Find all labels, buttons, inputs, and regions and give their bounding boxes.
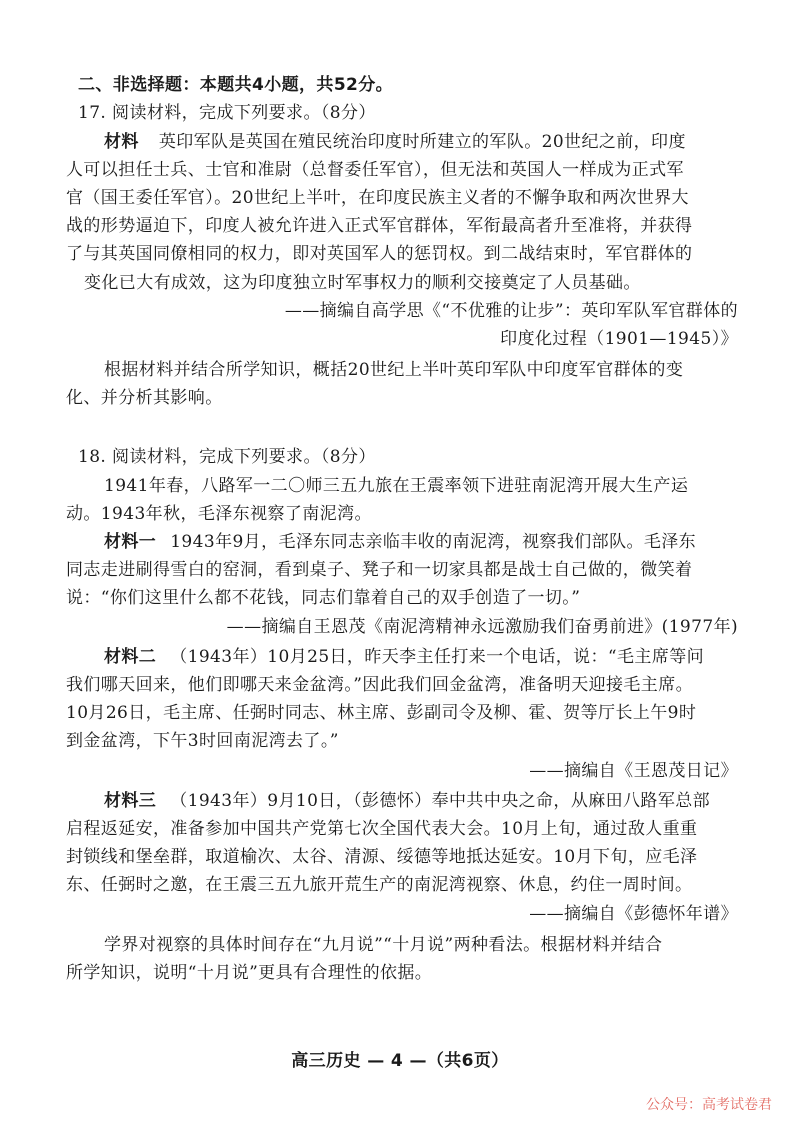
q17-question: 根据材料并结合所学知识，概括20世纪上半叶英印军队中印度军官群体的变: [104, 360, 684, 380]
material-1-text: 说：“你们这里什么都不花钱，同志们靠着自己的双手创造了一切。”: [66, 588, 581, 608]
material-2-label: 材料二: [104, 647, 157, 667]
material-3-text: 东、任弼时之邀，在王震三五九旅开荒生产的南泥湾视察、休息，约住一周时间。: [66, 875, 693, 895]
material-3-source: ——摘编自《彭德怀年谱》: [529, 904, 738, 924]
q18-intro: 1941年春，八路军一二〇师三五九旅在王震率领下进驻南泥湾开展大生产运: [104, 476, 689, 496]
q18-title: 18. 阅读材料，完成下列要求。（8分）: [78, 447, 376, 467]
q18-material-2-line: [104, 646, 704, 668]
q17-title: 17. 阅读材料，完成下列要求。（8分）: [78, 103, 376, 123]
section-heading: 二、非选择题：本题共4小题，共52分。: [78, 75, 394, 95]
material-1-text: 1943年9月，毛泽东同志亲临丰收的南泥湾，视察我们部队。毛泽东: [170, 532, 697, 552]
material-3-text: 封锁线和堡垒群，取道榆次、太谷、清源、绥德等地抵达延安。10月下旬，应毛泽: [66, 847, 698, 867]
material-2-text: 我们哪天回来，他们即哪天来金盆湾。”因此我们回金盆湾，准备明天迎接毛主席。: [66, 675, 693, 695]
q17-material-line-1: [104, 131, 686, 153]
material-2-text: 到金盆湾，下午3时回南泥湾去了。”: [66, 731, 339, 751]
q17-text: 变化已大有成效，这为印度独立时军事权力的顺利交接奠定了人员基础。: [84, 273, 641, 293]
material-1-source: ——摘编自王恩茂《南泥湾精神永远激励我们奋勇前进》(1977年): [226, 617, 738, 637]
material-2-source: ——摘编自《王恩茂日记》: [529, 761, 738, 781]
material-2-text: （1943年）10月25日，昨天李主任打来一个电话，说：“毛主席等问: [170, 647, 705, 667]
q18-material-1-line: [104, 531, 696, 553]
material-1-text: 同志走进刷得雪白的窑洞，看到桌子、凳子和一切家具都是战士自己做的，微笑着: [66, 560, 693, 580]
q17-material-label: 材料: [104, 132, 139, 152]
q18-intro: 动。1943年秋，毛泽东视察了南泥湾。: [66, 504, 372, 524]
q17-text: 官（国王委任军官）。20世纪上半叶，在印度民族主义者的不懈争取和两次世界大: [66, 188, 689, 208]
q17-question: 化、并分析其影响。: [66, 388, 223, 408]
watermark-text: 公众号：高考试卷君: [646, 1097, 772, 1113]
q17-text: 人可以担任士兵、士官和准尉（总督委任军官），但无法和英国人一样成为正式军: [66, 160, 684, 180]
material-2-text: 10月26日，毛主席、任弼时同志、林主席、彭副司令及柳、霍、贺等厅长上午9时: [66, 703, 697, 723]
q17-source: 印度化过程（1901—1945）》: [500, 329, 738, 349]
q17-text: 了与其英国同僚相同的权力，即对英国军人的惩罚权。到二战结束时，军官群体的: [66, 244, 693, 264]
material-3-text: （1943年）9月10日，（彭德怀）奉中共中央之命，从麻田八路军总部: [170, 791, 711, 811]
q17-source: ——摘编自高学思《“不优雅的让步”：英印军队军官群体的: [284, 301, 738, 321]
material-3-text: 启程返延安，准备参加中国共产党第七次全国代表大会。10月上旬，通过敌人重重: [66, 819, 698, 839]
q18-question: 学界对视察的具体时间存在“九月说”“十月说”两种看法。根据材料并结合: [104, 935, 663, 955]
q18-material-3-line: [104, 790, 710, 812]
q17-text: 英印军队是英国在殖民统治印度时所建立的军队。20世纪之前，印度: [158, 132, 686, 152]
page-footer: 高三历史 — 4 —（共6页）: [291, 1051, 509, 1071]
q17-text: 战的形势逼迫下，印度人被允许进入正式军官群体，军衔最高者升至准将，并获得: [66, 216, 693, 236]
material-3-label: 材料三: [104, 791, 157, 811]
q18-question: 所学知识，说明“十月说”更具有合理性的依据。: [66, 963, 433, 983]
material-1-label: 材料一: [104, 532, 157, 552]
